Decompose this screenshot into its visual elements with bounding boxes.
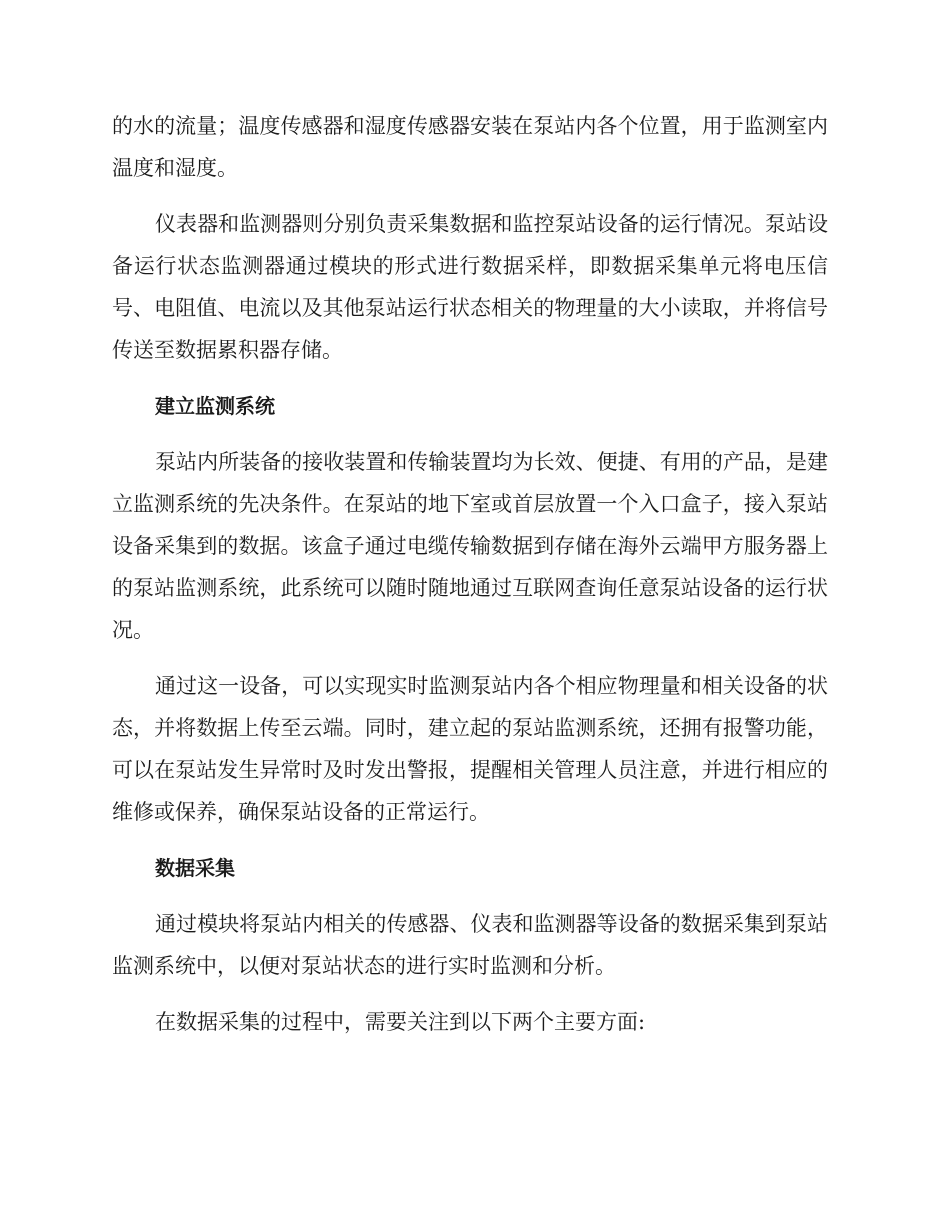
section-heading-monitoring-system: 建立监测系统 <box>155 394 275 418</box>
section-heading-data-collection: 数据采集 <box>155 856 235 880</box>
paragraph-instruments: 仪表器和监测器则分别负责采集数据和监控泵站设备的运行情况。泵站设备运行状态监测器通过模块的形式进行数据采样，即数据采集单元将电压信号、电阻值、电流以及其他泵站运行状态相关的物理量的大小读取，并将信号传送至数据累积器存储。 <box>112 212 828 362</box>
document-page <box>112 105 828 1043</box>
paragraph-data-collection: 通过模块将泵站内相关的传感器、仪表和监测器等设备的数据采集到泵站监测系统中，以便对泵站状态的进行实时监测和分析。 <box>112 912 828 978</box>
paragraph-continuation: 的水的流量；温度传感器和湿度传感器安装在泵站内各个位置，用于监测室内温度和湿度。 <box>112 114 828 180</box>
paragraph-system-setup: 泵站内所装备的接收装置和传输装置均为长效、便捷、有用的产品，是建立监测系统的先决条件。在泵站的地下室或首层放置一个入口盒子，接入泵站设备采集到的数据。该盒子通过电缆传输数据到存储在海外云端甲方服务器上的泵站监测系统，此系统可以随时随地通过互联网查询任意泵站设备的运行状况。 <box>112 450 828 642</box>
paragraph-realtime-alarm: 通过这一设备，可以实现实时监测泵站内各个相应物理量和相关设备的状态，并将数据上传至云端。同时，建立起的泵站监测系统，还拥有报警功能，可以在泵站发生异常时及时发出警报，提醒相关管理人员注意，并进行相应的维修或保养，确保泵站设备的正常运行。 <box>112 674 828 824</box>
paragraph-two-aspects: 在数据采集的过程中，需要关注到以下两个主要方面: <box>155 1010 646 1034</box>
